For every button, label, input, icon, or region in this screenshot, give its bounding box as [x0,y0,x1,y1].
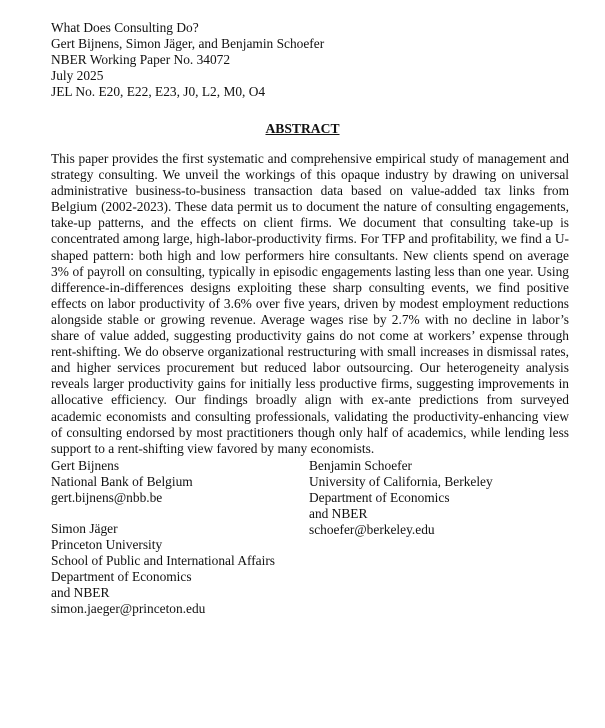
author-email: gert.bijnens@nbb.be [51,490,163,505]
author-affiliation: Princeton University [51,537,163,552]
author-name: Gert Bijnens [51,458,120,473]
author-affiliation: Department of Economics [51,569,192,584]
author-block-bijnens [51,458,321,506]
author-block-jaeger [51,521,321,617]
abstract-text: This paper provides the first systematic and comprehensive empirical study of management and strategy consulting. We unveil the workings of this opaque industry by drawing on universal administrative business-to-business transaction data based on value-added tax links from Belgium (2002-2023). These data permit us to document the nature of consulting engagements, take-up patterns, and the effects on client firms. We document that consulting take-up is concentrated among large, high-labor-productivity firms. For TFP and profitability, we find a U-shaped pattern: both high and low performers hire consultants. New clients spend on average 3% of payroll on consulting, typically in episodic engagements lasting less than one year. Using difference-in-differences designs exploiting these sharp consulting events, we find positive effects on labor productivity of 3.6% over five years, driven by modest employment reductions alongside stable or growing revenue. Average wages rise by 2.7% with no decline in labor’s share of value added, suggesting productivity gains do not come at workers’ expense through rent-shifting. We do observe organizational restructuring with small increases in dismissal rates, and higher services procurement but reduced labor outsourcing. Our heterogeneity analysis reveals larger productivity gains for initially less productive firms, suggesting improvements in allocative efficiency. Our findings broadly align with ex-ante predictions from surveyed academic economists and consulting professionals, validating the productivity-enhancing view of consulting endorsed by most practitioners though only half of academics, while lending less support to a rent-shifting view favored by many economists. [51,151,569,456]
paper-title: What Does Consulting Do? [51,20,199,35]
author-affiliation: National Bank of Belgium [51,474,193,489]
author-block-schoefer [309,458,579,538]
author-affiliation: Department of Economics [309,490,450,505]
author-name: Simon Jäger [51,521,118,536]
author-email: schoefer@berkeley.edu [309,522,435,537]
author-affiliation: and NBER [51,585,110,600]
author-email: simon.jaeger@princeton.edu [51,601,206,616]
jel-codes: JEL No. E20, E22, E23, J0, L2, M0, O4 [51,84,266,99]
paper-authors: Gert Bijnens, Simon Jäger, and Benjamin Schoefer [51,36,325,51]
abstract-heading: ABSTRACT [265,121,340,136]
paper-header [51,20,571,100]
author-affiliation: and NBER [309,506,368,521]
paper-date: July 2025 [51,68,104,83]
author-affiliation: University of California, Berkeley [309,474,493,489]
author-name: Benjamin Schoefer [309,458,412,473]
author-affiliation: School of Public and International Affairs [51,553,275,568]
working-paper-number: NBER Working Paper No. 34072 [51,52,231,67]
